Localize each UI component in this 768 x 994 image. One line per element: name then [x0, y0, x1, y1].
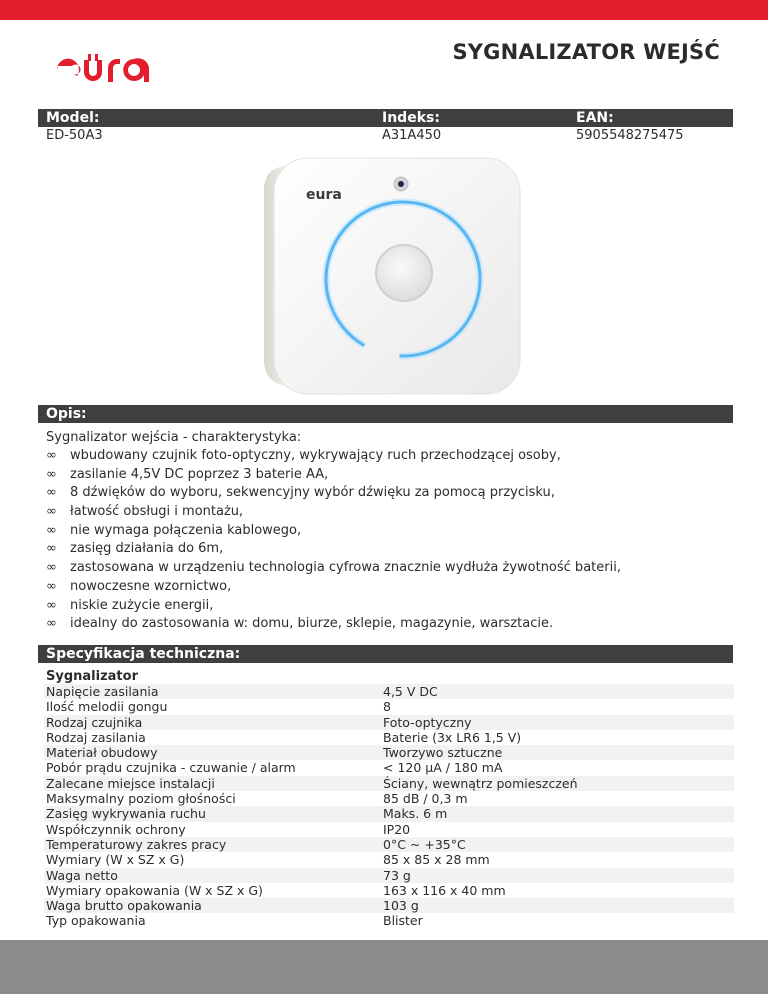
- feature-item: [46, 540, 621, 559]
- footer-bar: [0, 940, 768, 994]
- spec-row: [44, 745, 734, 760]
- spec-key: Waga netto: [46, 867, 118, 883]
- spec-value: IP20: [383, 821, 411, 837]
- door-chime-device-illustration: [250, 150, 530, 400]
- eura-logo: [54, 54, 156, 88]
- spec-key: Wymiary opakowania (W x SZ x G): [46, 882, 263, 898]
- ean-value: 5905548275475: [576, 128, 684, 143]
- spec-key: Waga brutto opakowania: [46, 898, 202, 914]
- feature-item: [46, 503, 621, 522]
- index-label: Indeks:: [382, 110, 440, 126]
- feature-text: idealny do zastosowania w: domu, biurze, sklepie, magazynie, warsztacie.: [70, 616, 554, 632]
- index-value: A31A450: [382, 128, 442, 143]
- spec-value: Ściany, wewnątrz pomieszczeń: [383, 775, 578, 791]
- spec-key: Materiał obudowy: [46, 745, 158, 761]
- description-intro: Sygnalizator wejścia - charakterystyka:: [46, 430, 302, 445]
- feature-list: [46, 447, 621, 634]
- spec-row: [44, 868, 734, 883]
- feature-item: [46, 466, 621, 485]
- ean-label: EAN:: [576, 110, 614, 126]
- spec-value: 85 dB / 0,3 m: [383, 791, 468, 807]
- spec-row: [44, 791, 734, 806]
- spec-row: [44, 852, 734, 867]
- spec-row: [44, 837, 734, 852]
- spec-key: Maksymalny poziom głośności: [46, 791, 236, 807]
- spec-value: 8: [383, 699, 391, 715]
- spec-key: Współczynnik ochrony: [46, 821, 186, 837]
- spec-value: 103 g: [383, 898, 419, 914]
- bullet-infinity-icon: ∞: [46, 616, 57, 632]
- feature-item: [46, 484, 621, 503]
- spec-row: [44, 715, 734, 730]
- feature-text: nowoczesne wzornictwo,: [70, 578, 232, 594]
- page-title: SYGNALIZATOR WEJŚĆ: [452, 40, 720, 64]
- feature-text: 8 dźwięków do wyboru, sekwencyjny wybór dźwięku za pomocą przycisku,: [70, 485, 555, 501]
- eura-logo-graphic: [54, 54, 156, 84]
- spec-value: Baterie (3x LR6 1,5 V): [383, 729, 522, 745]
- bullet-infinity-icon: ∞: [46, 541, 57, 557]
- spec-group-title: Sygnalizator: [46, 669, 138, 684]
- spec-row: [44, 699, 734, 714]
- bullet-infinity-icon: ∞: [46, 466, 57, 482]
- spec-row: [44, 898, 734, 913]
- feature-item: [46, 597, 621, 616]
- feature-text: zasięg działania do 6m,: [70, 541, 224, 557]
- spec-key: Wymiary (W x SZ x G): [46, 852, 185, 868]
- spec-key: Typ opakowania: [46, 913, 146, 929]
- feature-item: [46, 559, 621, 578]
- spec-row: [44, 822, 734, 837]
- bullet-infinity-icon: ∞: [46, 485, 57, 501]
- spec-value: Foto-optyczny: [383, 714, 472, 730]
- spec-value: 85 x 85 x 28 mm: [383, 852, 490, 868]
- feature-text: wbudowany czujnik foto-optyczny, wykrywający ruch przechodzącej osoby,: [70, 448, 561, 463]
- model-label: Model:: [46, 110, 100, 126]
- spec-key: Temperaturowy zakres pracy: [46, 836, 227, 852]
- spec-key: Pobór prądu czujnika - czuwanie / alarm: [46, 760, 296, 776]
- bullet-infinity-icon: ∞: [46, 522, 57, 538]
- spec-value: Blister: [383, 913, 423, 929]
- spec-key: Rodzaj czujnika: [46, 714, 143, 730]
- top-accent-bar: [0, 0, 768, 20]
- spec-value: 163 x 116 x 40 mm: [383, 882, 506, 898]
- specs-heading: Specyfikacja techniczna:: [46, 646, 241, 662]
- bullet-infinity-icon: ∞: [46, 578, 57, 594]
- bullet-infinity-icon: ∞: [46, 504, 57, 520]
- bullet-infinity-icon: ∞: [46, 448, 57, 463]
- feature-text: niskie zużycie energii,: [70, 597, 214, 613]
- spec-row: [44, 776, 734, 791]
- spec-value: < 120 µA / 180 mA: [383, 760, 503, 776]
- description-section: [46, 429, 621, 634]
- feature-text: nie wymaga połączenia kablowego,: [70, 522, 302, 538]
- bullet-infinity-icon: ∞: [46, 597, 57, 613]
- spec-key: Ilość melodii gongu: [46, 699, 168, 715]
- spec-key: Napięcie zasilania: [46, 684, 159, 699]
- spec-row: [44, 760, 734, 775]
- spec-table: [44, 684, 734, 929]
- description-header-bar: [38, 405, 733, 423]
- product-image: [250, 150, 530, 400]
- feature-item: [46, 522, 621, 541]
- spec-value: 73 g: [383, 867, 411, 883]
- spec-key: Zasięg wykrywania ruchu: [46, 806, 206, 822]
- device-brand-text: eura: [306, 187, 342, 203]
- feature-text: łatwość obsługi i montażu,: [70, 504, 244, 520]
- bullet-infinity-icon: ∞: [46, 560, 57, 576]
- description-heading: Opis:: [46, 406, 87, 422]
- feature-item: [46, 578, 621, 597]
- spec-row: [44, 684, 734, 699]
- spec-row: [44, 730, 734, 745]
- spec-value: Maks. 6 m: [383, 806, 448, 822]
- spec-row: [44, 913, 734, 928]
- spec-key: Rodzaj zasilania: [46, 729, 146, 745]
- spec-row: [44, 883, 734, 898]
- feature-text: zasilanie 4,5V DC poprzez 3 baterie AA,: [70, 466, 329, 482]
- feature-item: [46, 447, 621, 466]
- spec-row: [44, 806, 734, 821]
- feature-item: [46, 615, 621, 634]
- spec-value: 4,5 V DC: [383, 684, 438, 699]
- feature-text: zastosowana w urządzeniu technologia cyfrowa znacznie wydłuża żywotność baterii,: [70, 560, 621, 576]
- spec-key: Zalecane miejsce instalacji: [46, 775, 215, 791]
- spec-value: Tworzywo sztuczne: [383, 745, 503, 761]
- model-value: ED-50A3: [46, 128, 103, 143]
- spec-value: 0°C ~ +35°C: [383, 836, 466, 852]
